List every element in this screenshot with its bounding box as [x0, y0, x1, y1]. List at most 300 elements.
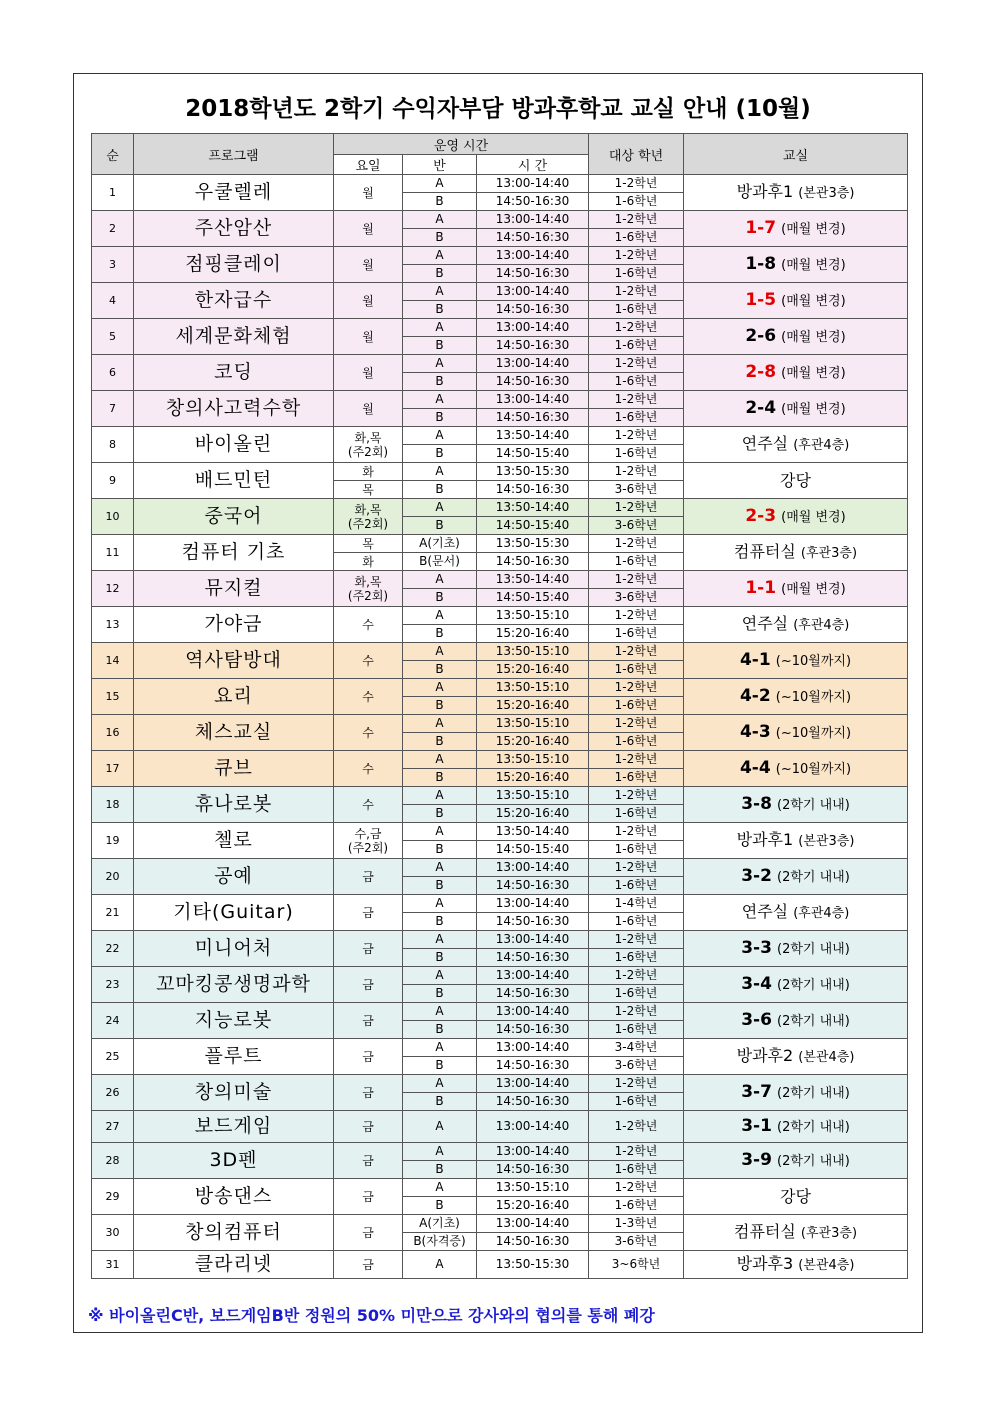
grade-cell: 3-6학년: [589, 589, 684, 607]
time-cell: 13:00-14:40: [477, 859, 589, 877]
class-cell: A: [403, 1251, 477, 1279]
room-note: (매월 변경): [781, 294, 846, 309]
row-number: 6: [92, 355, 134, 391]
room-name: 연주실: [741, 614, 789, 633]
class-cell: A: [403, 283, 477, 301]
room-note: (매월 변경): [781, 582, 846, 597]
room-name: 4-2: [739, 686, 771, 706]
room-cell: [684, 391, 908, 427]
time-cell: 14:50-16:30: [477, 949, 589, 967]
room-name: 4-4: [739, 758, 771, 778]
grade-cell: 1-6학년: [589, 553, 684, 571]
day-cell: [334, 1179, 403, 1215]
day-cell: [334, 823, 403, 859]
room-name: 2-6: [745, 326, 777, 346]
header-no: 순: [92, 134, 134, 175]
room-note: (매월 변경): [781, 366, 846, 381]
table-row: [92, 1075, 908, 1093]
class-cell: A(기초): [403, 1215, 477, 1233]
time-cell: 13:00-14:40: [477, 247, 589, 265]
class-cell: A: [403, 823, 477, 841]
time-cell: 13:50-15:30: [477, 535, 589, 553]
table-row: [92, 391, 908, 409]
room-cell: [684, 1143, 908, 1179]
class-cell: A: [403, 247, 477, 265]
room-name: 방과후1: [736, 830, 794, 849]
program-name: 창의사고력수학: [134, 391, 334, 427]
time-cell: 13:50-15:30: [477, 1251, 589, 1279]
class-cell: B: [403, 913, 477, 931]
time-cell: 14:50-16:30: [477, 1057, 589, 1075]
class-cell: A: [403, 1039, 477, 1057]
room-cell: [684, 1215, 908, 1251]
table-row: [92, 715, 908, 733]
day-text: 수: [362, 653, 374, 668]
room-cell: [684, 463, 908, 499]
room-cell: [684, 175, 908, 211]
program-name: 요리: [134, 679, 334, 715]
program-name: 체스교실: [134, 715, 334, 751]
room-name: 2-3: [745, 506, 777, 526]
day-text: (주2회): [347, 444, 389, 459]
row-number: 27: [92, 1111, 134, 1143]
day-cell: [334, 607, 403, 643]
row-number: 5: [92, 319, 134, 355]
program-name: 한자급수: [134, 283, 334, 319]
grade-cell: 1-6학년: [589, 841, 684, 859]
class-cell: A: [403, 859, 477, 877]
row-number: 29: [92, 1179, 134, 1215]
time-cell: 13:00-14:40: [477, 1075, 589, 1093]
table-row: [92, 787, 908, 805]
room-cell: [684, 967, 908, 1003]
time-cell: 13:00-14:40: [477, 967, 589, 985]
class-cell: A: [403, 679, 477, 697]
table-row: [92, 1111, 908, 1143]
day-cell: [334, 751, 403, 787]
grade-cell: 1-6학년: [589, 1093, 684, 1111]
grade-cell: 1-6학년: [589, 337, 684, 355]
room-note: (본관3층): [798, 834, 855, 849]
day-cell: [334, 715, 403, 751]
day-cell: [334, 247, 403, 283]
program-name: 가야금: [134, 607, 334, 643]
room-note: (매월 변경): [781, 222, 846, 237]
day-cell: [334, 1075, 403, 1111]
room-name: 3-2: [741, 866, 772, 886]
header-time: 시 간: [477, 155, 589, 175]
room-note: (~10월까지): [775, 726, 852, 741]
day-text: 월: [362, 257, 374, 272]
program-name: 기타(Guitar): [134, 895, 334, 931]
room-note: (2학기 내내): [777, 798, 850, 813]
day-text: 금: [362, 1189, 374, 1204]
time-cell: 13:50-14:40: [477, 427, 589, 445]
time-cell: 13:00-14:40: [477, 1003, 589, 1021]
day-cell: [334, 319, 403, 355]
row-number: 11: [92, 535, 134, 571]
day-cell: [334, 1251, 403, 1279]
row-number: 18: [92, 787, 134, 823]
room-name: 강당: [780, 471, 811, 490]
row-number: 22: [92, 931, 134, 967]
day-cell: [334, 895, 403, 931]
class-cell: A: [403, 715, 477, 733]
room-cell: [684, 859, 908, 895]
time-cell: 13:50-14:40: [477, 571, 589, 589]
grade-cell: 1-6학년: [589, 265, 684, 283]
grade-cell: 1-2학년: [589, 823, 684, 841]
class-cell: B: [403, 193, 477, 211]
class-cell: B: [403, 265, 477, 283]
room-cell: [684, 247, 908, 283]
row-number: 7: [92, 391, 134, 427]
grade-cell: 1-2학년: [589, 1111, 684, 1143]
room-name: 3-7: [741, 1082, 772, 1102]
program-name: 뮤지컬: [134, 571, 334, 607]
class-cell: B: [403, 337, 477, 355]
grade-cell: 1-2학년: [589, 1003, 684, 1021]
class-cell: B: [403, 409, 477, 427]
room-cell: [684, 1179, 908, 1215]
day-text: 금: [362, 1013, 374, 1028]
day-text: 화,목: [354, 430, 382, 445]
time-cell: 14:50-16:30: [477, 985, 589, 1003]
day-text: 월: [362, 365, 374, 380]
grade-cell: 1-2학년: [589, 391, 684, 409]
program-name: 우쿨렐레: [134, 175, 334, 211]
day-cell: [334, 571, 403, 607]
time-cell: 14:50-16:30: [477, 1161, 589, 1179]
room-note: (후관4층): [793, 438, 850, 453]
header-day: 요일: [334, 155, 403, 175]
time-cell: 13:00-14:40: [477, 1039, 589, 1057]
class-cell: A: [403, 643, 477, 661]
room-cell: [684, 823, 908, 859]
time-cell: 13:00-14:40: [477, 211, 589, 229]
day-text: 금: [362, 1153, 374, 1168]
row-number: 21: [92, 895, 134, 931]
room-note: (매월 변경): [781, 258, 846, 273]
class-cell: B: [403, 661, 477, 679]
time-cell: 13:00-14:40: [477, 895, 589, 913]
class-cell: A: [403, 1075, 477, 1093]
table-row: [92, 1143, 908, 1161]
class-cell: B: [403, 985, 477, 1003]
time-cell: 14:50-16:30: [477, 1093, 589, 1111]
room-name: 1-5: [745, 290, 777, 310]
row-number: 10: [92, 499, 134, 535]
room-note: (본관3층): [798, 186, 855, 201]
room-cell: [684, 679, 908, 715]
grade-cell: 1-2학년: [589, 283, 684, 301]
program-name: 역사탐방대: [134, 643, 334, 679]
grade-cell: 1-2학년: [589, 1075, 684, 1093]
time-cell: 14:50-16:30: [477, 1021, 589, 1039]
room-cell: [684, 499, 908, 535]
program-name: 방송댄스: [134, 1179, 334, 1215]
table-row: [92, 535, 908, 553]
row-number: 9: [92, 463, 134, 499]
time-cell: 13:50-15:10: [477, 715, 589, 733]
class-cell: B: [403, 589, 477, 607]
header-schedule: 운영 시간: [334, 134, 589, 155]
program-name: 꼬마킹콩생명과학: [134, 967, 334, 1003]
row-number: 30: [92, 1215, 134, 1251]
grade-cell: 1-6학년: [589, 949, 684, 967]
day-text: 수: [362, 689, 374, 704]
day-text: 수: [362, 761, 374, 776]
document-frame: [73, 73, 923, 1333]
room-note: (매월 변경): [781, 402, 846, 417]
class-cell: B: [403, 949, 477, 967]
room-name: 컴퓨터실: [734, 542, 796, 561]
time-cell: 14:50-16:30: [477, 193, 589, 211]
room-note: (2학기 내내): [777, 942, 850, 957]
day-text: (주2회): [347, 516, 389, 531]
room-note: (~10월까지): [775, 762, 852, 777]
room-name: 방과후2: [736, 1046, 794, 1065]
room-note: (본관4층): [798, 1050, 855, 1065]
grade-cell: 1-6학년: [589, 985, 684, 1003]
class-cell: A: [403, 211, 477, 229]
time-cell: 15:20-16:40: [477, 661, 589, 679]
day-text: 월: [362, 293, 374, 308]
day-text: 수,금: [354, 826, 382, 841]
day-text: 금: [362, 1119, 374, 1134]
time-cell: 14:50-15:40: [477, 841, 589, 859]
time-cell: 13:50-15:10: [477, 787, 589, 805]
table-row: [92, 1179, 908, 1197]
grade-cell: 1-2학년: [589, 211, 684, 229]
grade-cell: 1-2학년: [589, 1143, 684, 1161]
grade-cell: 3-6학년: [589, 1057, 684, 1075]
grade-cell: 1-2학년: [589, 715, 684, 733]
time-cell: 13:50-15:10: [477, 679, 589, 697]
room-note: (후관3층): [800, 1226, 858, 1241]
table-row: [92, 679, 908, 697]
time-cell: 14:50-16:30: [477, 877, 589, 895]
class-cell: B: [403, 1057, 477, 1075]
day-cell: [334, 499, 403, 535]
class-cell: B: [403, 517, 477, 535]
time-cell: 13:00-14:40: [477, 355, 589, 373]
grade-cell: 1-2학년: [589, 247, 684, 265]
class-cell: B: [403, 229, 477, 247]
grade-cell: 1-2학년: [589, 175, 684, 193]
program-name: 첼로: [134, 823, 334, 859]
time-cell: 14:50-16:30: [477, 553, 589, 571]
time-cell: 13:00-14:40: [477, 931, 589, 949]
row-number: 16: [92, 715, 134, 751]
row-number: 19: [92, 823, 134, 859]
class-cell: A: [403, 895, 477, 913]
time-cell: 13:00-14:40: [477, 283, 589, 301]
day-cell: 화: [334, 463, 403, 481]
room-note: (매월 변경): [781, 330, 846, 345]
class-cell: A: [403, 175, 477, 193]
day-cell: [334, 1143, 403, 1179]
grade-cell: 1-6학년: [589, 1161, 684, 1179]
grade-cell: 1-4학년: [589, 895, 684, 913]
room-cell: [684, 1251, 908, 1279]
header-room: 교실: [684, 134, 908, 175]
class-cell: B: [403, 481, 477, 499]
footer-note: ※ 바이올린C반, 보드게임B반 정원의 50% 미만으로 강사와의 협의를 통해 폐강: [88, 1306, 655, 1325]
class-cell: B: [403, 301, 477, 319]
room-name: 3-6: [741, 1010, 772, 1030]
time-cell: 14:50-16:30: [477, 265, 589, 283]
time-cell: 13:50-15:10: [477, 643, 589, 661]
day-cell: [334, 1003, 403, 1039]
room-cell: [684, 607, 908, 643]
table-row: [92, 247, 908, 265]
grade-cell: 1-2학년: [589, 571, 684, 589]
room-cell: [684, 931, 908, 967]
day-cell: [334, 679, 403, 715]
day-text: 월: [362, 221, 374, 236]
program-name: 보드게임: [134, 1111, 334, 1143]
row-number: 23: [92, 967, 134, 1003]
row-number: 3: [92, 247, 134, 283]
class-cell: A: [403, 391, 477, 409]
day-cell: [334, 175, 403, 211]
room-cell: [684, 571, 908, 607]
time-cell: 14:50-16:30: [477, 409, 589, 427]
grade-cell: 1-2학년: [589, 931, 684, 949]
room-cell: [684, 1075, 908, 1111]
program-name: 배드민턴: [134, 463, 334, 499]
grade-cell: 1-6학년: [589, 697, 684, 715]
room-note: (매월 변경): [781, 510, 846, 525]
grade-cell: 1-2학년: [589, 607, 684, 625]
row-number: 15: [92, 679, 134, 715]
room-cell: [684, 643, 908, 679]
time-cell: 15:20-16:40: [477, 1197, 589, 1215]
room-name: 방과후3: [736, 1254, 794, 1273]
day-cell: 목: [334, 535, 403, 553]
class-cell: B: [403, 1161, 477, 1179]
row-number: 2: [92, 211, 134, 247]
room-cell: [684, 1003, 908, 1039]
class-cell: A: [403, 463, 477, 481]
grade-cell: 1-2학년: [589, 967, 684, 985]
program-name: 공예: [134, 859, 334, 895]
room-name: 3-4: [741, 974, 772, 994]
time-cell: 14:50-16:30: [477, 481, 589, 499]
grade-cell: 1-6학년: [589, 193, 684, 211]
day-text: 금: [362, 1257, 374, 1272]
grade-cell: 1-2학년: [589, 751, 684, 769]
grade-cell: 1-6학년: [589, 301, 684, 319]
day-cell: [334, 283, 403, 319]
day-cell: [334, 355, 403, 391]
day-text: (주2회): [347, 840, 389, 855]
class-cell: B: [403, 625, 477, 643]
room-cell: [684, 355, 908, 391]
program-name: 큐브: [134, 751, 334, 787]
time-cell: 13:00-14:40: [477, 1143, 589, 1161]
room-name: 3-1: [741, 1116, 772, 1136]
day-text: 금: [362, 941, 374, 956]
day-text: 금: [362, 1225, 374, 1240]
grade-cell: 1-6학년: [589, 373, 684, 391]
grade-cell: 3-6학년: [589, 481, 684, 499]
room-note: (~10월까지): [775, 654, 852, 669]
room-name: 연주실: [741, 434, 789, 453]
day-text: 월: [362, 185, 374, 200]
grade-cell: 1-6학년: [589, 445, 684, 463]
table-row: [92, 463, 908, 481]
room-name: 컴퓨터실: [734, 1222, 796, 1241]
time-cell: 13:50-14:40: [477, 823, 589, 841]
row-number: 8: [92, 427, 134, 463]
grade-cell: 1-2학년: [589, 535, 684, 553]
room-name: 3-8: [741, 794, 772, 814]
program-name: 휴나로봇: [134, 787, 334, 823]
header-class: 반: [403, 155, 477, 175]
room-note: (2학기 내내): [777, 1014, 850, 1029]
day-cell: [334, 427, 403, 463]
room-cell: [684, 535, 908, 571]
class-cell: A: [403, 607, 477, 625]
time-cell: 14:50-15:40: [477, 517, 589, 535]
room-cell: [684, 1111, 908, 1143]
table-row: [92, 1039, 908, 1057]
grade-cell: 1-6학년: [589, 1197, 684, 1215]
day-cell: [334, 643, 403, 679]
program-name: 미니어처: [134, 931, 334, 967]
day-cell: [334, 787, 403, 823]
row-number: 12: [92, 571, 134, 607]
grade-cell: 3-6학년: [589, 517, 684, 535]
day-cell: 목: [334, 481, 403, 499]
page-title: 2018학년도 2학기 수익자부담 방과후학교 교실 안내 (10월): [185, 96, 811, 122]
table-row: [92, 895, 908, 913]
class-cell: B: [403, 697, 477, 715]
room-cell: [684, 751, 908, 787]
time-cell: 13:00-14:40: [477, 1111, 589, 1143]
program-name: 창의미술: [134, 1075, 334, 1111]
class-cell: A: [403, 499, 477, 517]
table-row: [92, 607, 908, 625]
day-cell: 화: [334, 553, 403, 571]
day-cell: [334, 391, 403, 427]
grade-cell: 1-6학년: [589, 1021, 684, 1039]
table-row: [92, 823, 908, 841]
class-cell: B: [403, 841, 477, 859]
program-name: 플루트: [134, 1039, 334, 1075]
program-name: 지능로봇: [134, 1003, 334, 1039]
class-cell: B(문서): [403, 553, 477, 571]
class-cell: B: [403, 877, 477, 895]
table-row: [92, 643, 908, 661]
table-row: [92, 931, 908, 949]
day-text: 월: [362, 401, 374, 416]
grade-cell: 1-6학년: [589, 661, 684, 679]
room-name: 3-3: [741, 938, 772, 958]
table-row: [92, 1215, 908, 1233]
grade-cell: 1-2학년: [589, 787, 684, 805]
table-row: [92, 283, 908, 301]
room-note: (2학기 내내): [777, 1086, 850, 1101]
grade-cell: 1-6학년: [589, 877, 684, 895]
program-name: 주산암산: [134, 211, 334, 247]
grade-cell: 3~6학년: [589, 1251, 684, 1279]
row-number: 20: [92, 859, 134, 895]
class-cell: A: [403, 427, 477, 445]
class-cell: A: [403, 355, 477, 373]
